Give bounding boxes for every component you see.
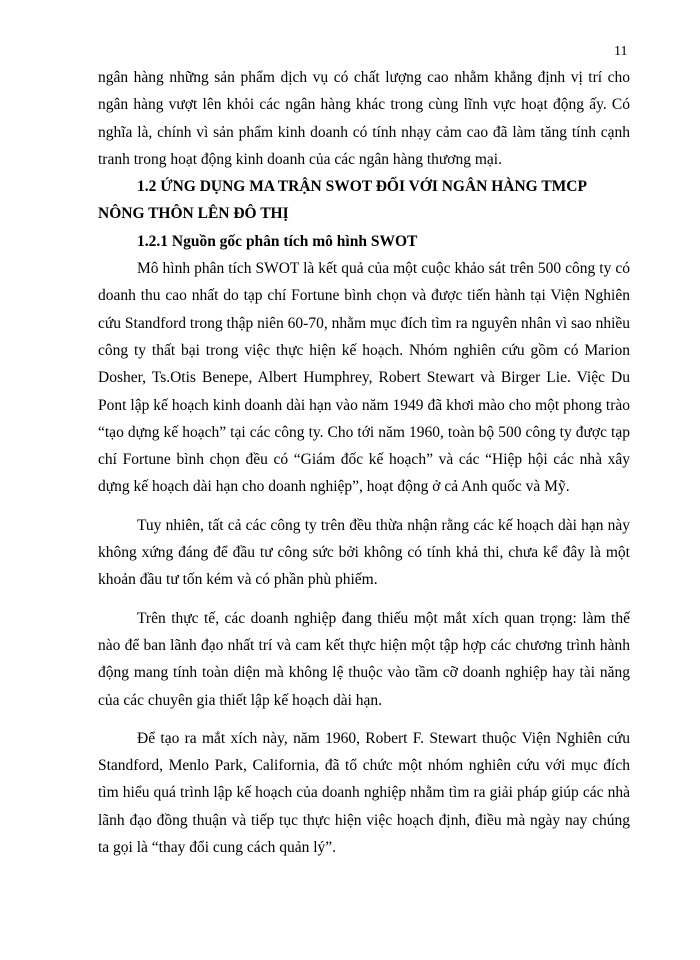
page-body xyxy=(98,64,630,861)
paragraph-in-reality: Trên thực tế, các doanh nghiệp đang thiếu một mắt xích quan trọng: làm thế nào để ban lãnh đạo nhất trí và cam kết thực hiện một tập hợp các chương trình hành động mang tính toàn diện mà không lệ thuộc vào tầm cỡ doanh nghiệp hay tài năng của các chuyên gia thiết lập kế hoạch dài hạn. xyxy=(98,609,630,709)
subsection-heading: 1.2.1 Nguồn gốc phân tích mô hình SWOT xyxy=(137,232,418,250)
paragraph-swot-origin: Mô hình phân tích SWOT là kết quả của một cuộc khảo sát trên 500 công ty có doanh thu cao nhất do tạp chí Fortune bình chọn và được tiến hành tại Viện Nghiên cứu Standford trong thập niên 60-70, nhằm mục đích tìm ra nguyên nhân vì sao nhiều công ty thất bại trong việc thực hiện kế hoạch. Nhóm nghiên cứu gồm có Marion Dosher, Ts.Otis Benepe, Albert Humphrey, Robert Stewart và Birger Lie. Việc Du Pont lập kế hoạch kinh doanh dài hạn vào năm 1949 đã khơi mào cho một phong trào “tạo dựng kế hoạch” tại các công ty. Cho tới năm 1960, toàn bộ 500 công ty được tạp chí Fortune bình chọn đều có “Giám đốc kế hoạch” và các “Hiệp hội các nhà xây dựng kế hoạch dài hạn cho doanh nghiệp”, hoạt động ở cả Anh quốc và Mỹ. xyxy=(98,260,630,496)
paragraph-intro: ngân hàng những sản phẩm dịch vụ có chất lượng cao nhằm khẳng định vị trí cho ngân hàng vượt lên khỏi các ngân hàng khác trong cùng lĩnh vực hoạt động ấy. Có nghĩa là, chính vì sản phẩm kinh doanh có tính nhạy cảm cao đã làm tăng tính cạnh tranh trong hoạt động kinh doanh của các ngân hàng thương mại. xyxy=(98,69,630,168)
paragraph-however: Tuy nhiên, tất cả các công ty trên đều thừa nhận rằng các kế hoạch dài hạn này không xứng đáng để đầu tư công sức bởi không có tính khả thi, chưa kể đây là một khoản đầu tư tốn kém và có phần phù phiếm. xyxy=(98,516,630,589)
section-heading: 1.2 ỨNG DỤNG MA TRẬN SWOT ĐỐI VỚI NGÂN HÀNG TMCP NÔNG THÔN LÊN ĐÔ THỊ xyxy=(98,178,587,223)
page-number: 11 xyxy=(614,44,628,59)
paragraph-robert-stewart: Để tạo ra mắt xích này, năm 1960, Robert F. Stewart thuộc Viện Nghiên cứu Standford, Menlo Park, California, đã tổ chức một nhóm nghiên cứu với mục đích tìm hiểu quá trình lập kế hoạch của doanh nghiệp nhằm tìm ra giải pháp giúp các nhà lãnh đạo đồng thuận và tiếp tục thực hiện việc hoạch định, điều mà ngày nay chúng ta gọi là “thay đổi cung cách quản lý”. xyxy=(98,729,630,857)
